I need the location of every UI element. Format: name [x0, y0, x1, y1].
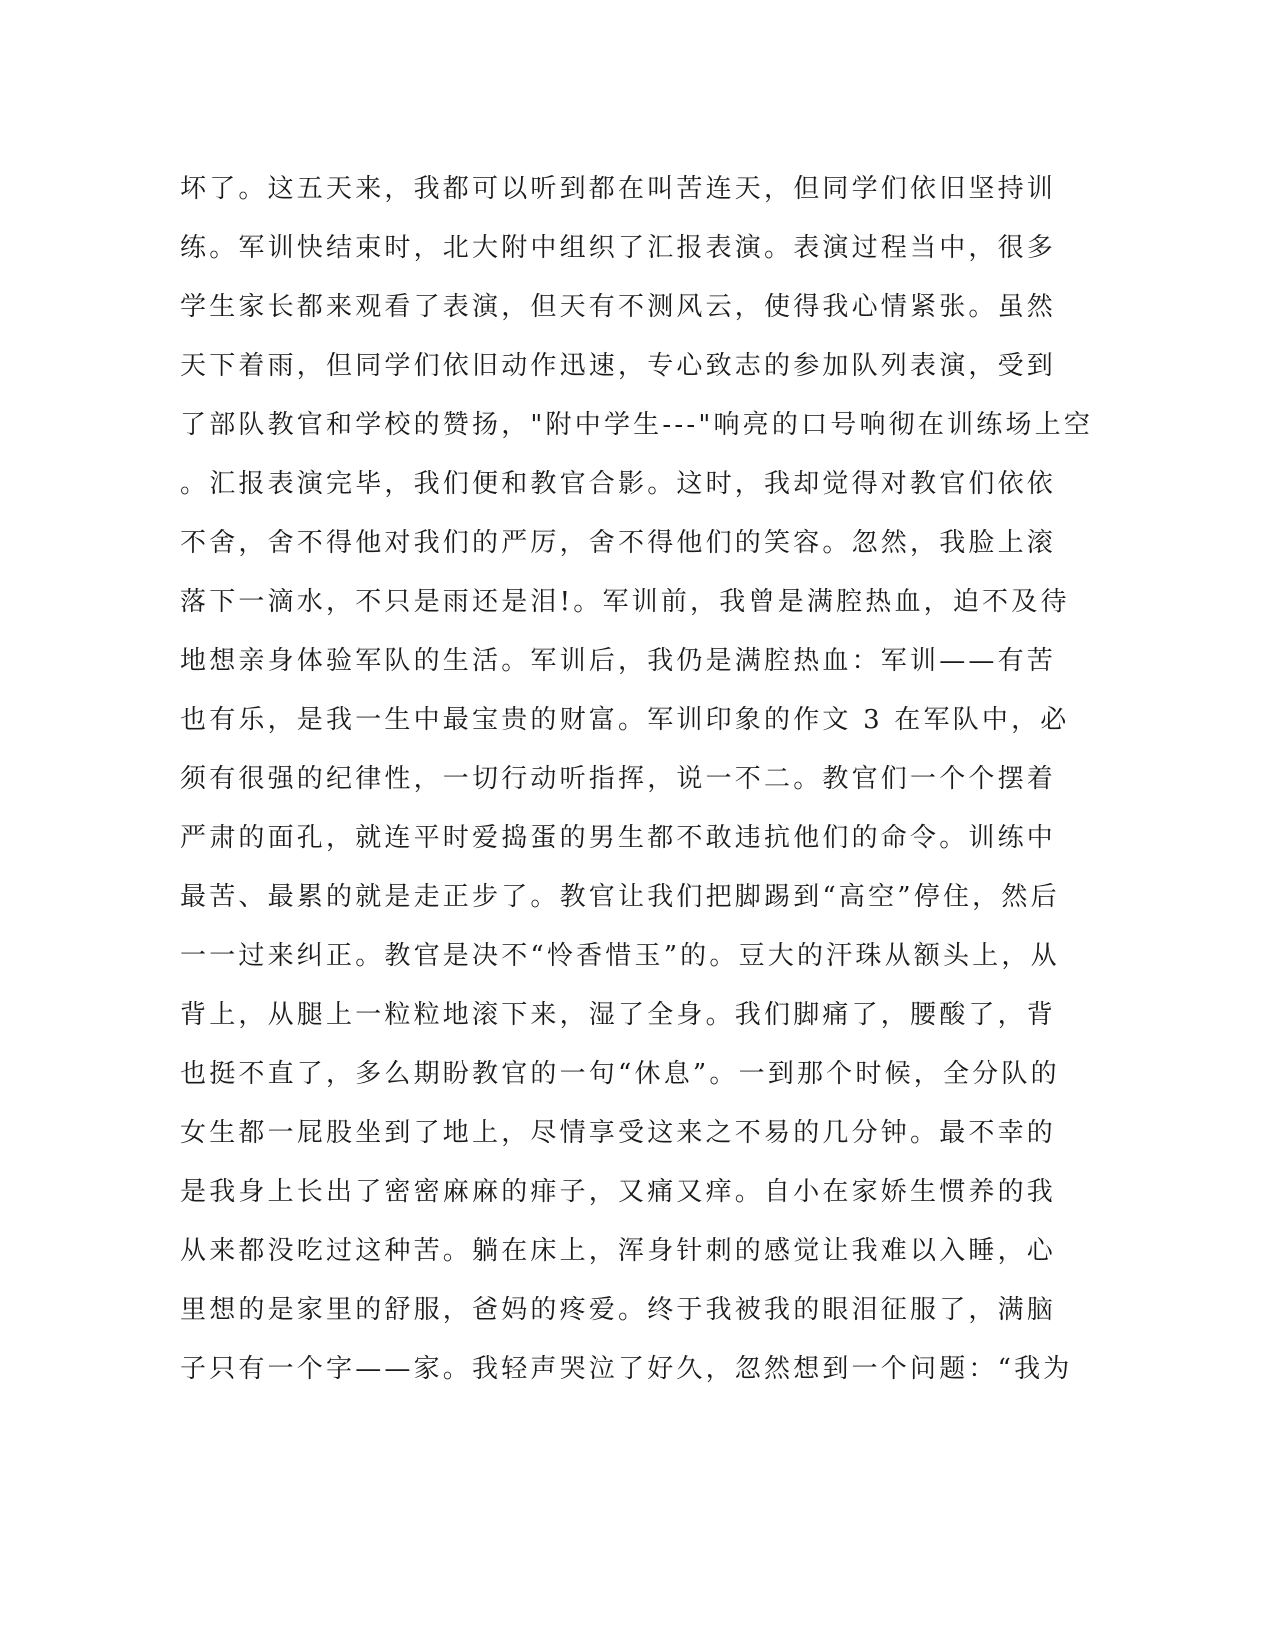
text-line-6: 。汇报表演完毕，我们便和教官合影。这时，我却觉得对教官们依依 [180, 469, 1057, 499]
text-line-3: 学生家长都来观看了表演，但天有不测风云，使得我心情紧张。虽然 [180, 292, 1057, 322]
text-line-18: 是我身上长出了密密麻麻的痱子，又痛又痒。自小在家娇生惯养的我 [180, 1177, 1057, 1207]
text-line-10: 也有乐，是我一生中最宝贵的财富。军训印象的作文 3 在军队中，必 [180, 705, 1070, 735]
text-line-12: 严肃的面孔，就连平时爱捣蛋的男生都不敢违抗他们的命令。训练中 [180, 823, 1057, 853]
text-line-13: 最苦、最累的就是走正步了。教官让我们把脚踢到“高空”停住，然后 [180, 882, 1060, 912]
text-line-17: 女生都一屁股坐到了地上，尽情享受这来之不易的几分钟。最不幸的 [180, 1118, 1057, 1148]
text-line-20: 里想的是家里的舒服，爸妈的疼爱。终于我被我的眼泪征服了，满脑 [180, 1295, 1057, 1325]
text-line-7: 不舍，舍不得他对我们的严厉，舍不得他们的笑容。忽然，我脸上滚 [180, 528, 1057, 558]
text-line-19: 从来都没吃过这种苦。躺在床上，浑身针刺的感觉让我难以入睡，心 [180, 1236, 1057, 1266]
text-line-2: 练。军训快结束时，北大附中组织了汇报表演。表演过程当中，很多 [180, 233, 1057, 263]
text-line-16: 也挺不直了，多么期盼教官的一句“休息”。一到那个时候，全分队的 [180, 1059, 1060, 1089]
text-line-15: 背上，从腿上一粒粒地滚下来，湿了全身。我们脚痛了，腰酸了，背 [180, 1000, 1057, 1030]
text-line-5: 了部队教官和学校的赞扬，"附中学生---"响亮的口号响彻在训练场上空 [180, 410, 1094, 440]
text-line-8: 落下一滴水，不只是雨还是泪!。军训前，我曾是满腔热血，迫不及待 [180, 587, 1070, 617]
body-text [180, 160, 1094, 1399]
text-line-14: 一一过来纠正。教官是决不“怜香惜玉”的。豆大的汗珠从额头上，从 [180, 941, 1060, 971]
text-line-9: 地想亲身体验军队的生活。军训后，我仍是满腔热血：军训——有苦 [180, 646, 1057, 676]
text-line-21: 子只有一个字——家。我轻声哭泣了好久，忽然想到一个问题：“我为 [180, 1354, 1073, 1384]
text-line-1: 坏了。这五天来，我都可以听到都在叫苦连天，但同学们依旧坚持训 [180, 174, 1057, 204]
text-line-11: 须有很强的纪律性，一切行动听指挥，说一不二。教官们一个个摆着 [180, 764, 1057, 794]
text-line-4: 天下着雨，但同学们依旧动作迅速，专心致志的参加队列表演，受到 [180, 351, 1057, 381]
